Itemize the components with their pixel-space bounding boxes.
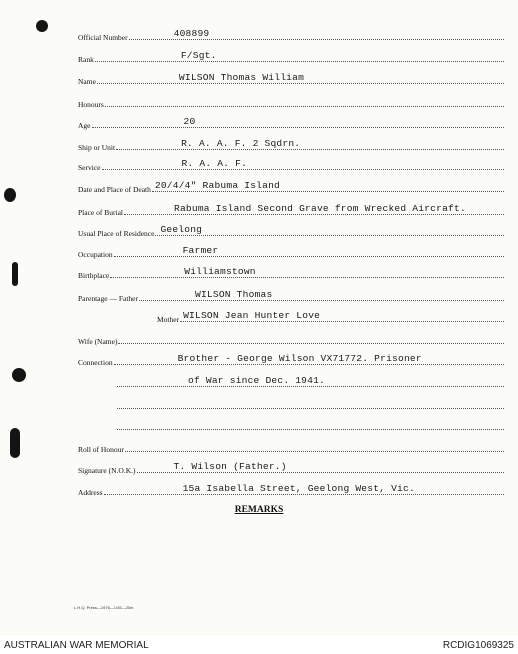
field-label: Birthplace bbox=[78, 271, 110, 280]
field-label: Parentage — Father bbox=[78, 294, 138, 303]
field-label: Ship or Unit bbox=[78, 143, 116, 152]
punch-hole bbox=[4, 188, 16, 202]
field-value: Brother - George Wilson VX71772. Prisoner bbox=[177, 353, 422, 364]
field-value: F/Sgt. bbox=[180, 50, 217, 61]
field-address bbox=[78, 483, 504, 497]
field-label: Age bbox=[78, 121, 91, 130]
field-place-of-burial bbox=[78, 203, 504, 217]
field-honours bbox=[78, 95, 504, 109]
field-label: Service bbox=[78, 163, 101, 172]
field-connection bbox=[78, 353, 504, 367]
field-value: 408899 bbox=[173, 28, 210, 39]
field-label: Usual Place of Residence bbox=[78, 229, 155, 238]
field-name bbox=[78, 72, 504, 86]
archive-footer bbox=[0, 636, 518, 654]
field-label: Occupation bbox=[78, 250, 113, 259]
field-value: WILSON Jean Hunter Love bbox=[183, 310, 321, 321]
field-father bbox=[78, 289, 504, 303]
punch-hole bbox=[12, 262, 18, 286]
field-value: Williamstown bbox=[184, 266, 256, 277]
field-roll-of-honour bbox=[78, 440, 504, 454]
field-signature-nok bbox=[78, 461, 504, 475]
field-label: Honours bbox=[78, 100, 104, 109]
field-connection-cont bbox=[116, 375, 504, 389]
field-rank bbox=[78, 50, 504, 64]
footer-reference: RCDIG1069325 bbox=[442, 640, 514, 651]
field-age bbox=[78, 116, 504, 130]
field-label: Signature (N.O.K.) bbox=[78, 466, 136, 475]
punch-hole bbox=[10, 428, 20, 458]
field-label: Date and Place of Death bbox=[78, 185, 151, 194]
field-label: Official Number bbox=[78, 33, 128, 42]
field-value: 20/4/4" Rabuma Island bbox=[154, 180, 280, 191]
field-label: Connection bbox=[78, 358, 113, 367]
field-label: Roll of Honour bbox=[78, 445, 124, 454]
field-label: Mother bbox=[157, 315, 180, 324]
field-connection-cont bbox=[116, 397, 504, 411]
field-value: T. Wilson (Father.) bbox=[173, 461, 287, 472]
field-label: Address bbox=[78, 488, 103, 497]
field-date-place-death bbox=[78, 180, 504, 194]
field-usual-residence bbox=[78, 224, 504, 238]
field-value: R. A. A. F. bbox=[181, 158, 248, 169]
field-connection-cont bbox=[116, 418, 504, 432]
remarks-heading: REMARKS bbox=[234, 505, 284, 515]
field-label: Rank bbox=[78, 55, 94, 64]
field-value: WILSON Thomas William bbox=[178, 72, 305, 83]
field-value: 20 bbox=[183, 116, 196, 127]
punch-hole bbox=[36, 20, 48, 32]
field-value: Farmer bbox=[182, 245, 219, 256]
field-ship-or-unit bbox=[78, 138, 504, 152]
field-value: Rabuma Island Second Grave from Wrecked Aircraft. bbox=[174, 203, 466, 214]
field-label: Place of Burial bbox=[78, 208, 123, 217]
field-service bbox=[78, 158, 504, 172]
punch-hole bbox=[12, 368, 26, 382]
field-label: Wife (Name) bbox=[78, 337, 118, 346]
field-value: WILSON Thomas bbox=[194, 289, 273, 300]
field-mother bbox=[157, 310, 504, 324]
field-value: R. A. A. F. 2 Sqdrn. bbox=[181, 138, 301, 149]
field-value: of War since Dec. 1941. bbox=[188, 375, 326, 386]
field-occupation bbox=[78, 245, 504, 259]
field-label: Name bbox=[78, 77, 96, 86]
footer-institution: AUSTRALIAN WAR MEMORIAL bbox=[4, 640, 149, 651]
field-value: 15a Isabella Street, Geelong West, Vic. bbox=[182, 483, 415, 494]
field-official-number bbox=[78, 28, 504, 42]
field-value: Geelong bbox=[160, 224, 203, 235]
field-wife bbox=[78, 332, 504, 346]
field-birthplace bbox=[78, 266, 504, 280]
printer-imprint: L.H.Q. Press—1976—1/45—20m. bbox=[74, 605, 135, 610]
